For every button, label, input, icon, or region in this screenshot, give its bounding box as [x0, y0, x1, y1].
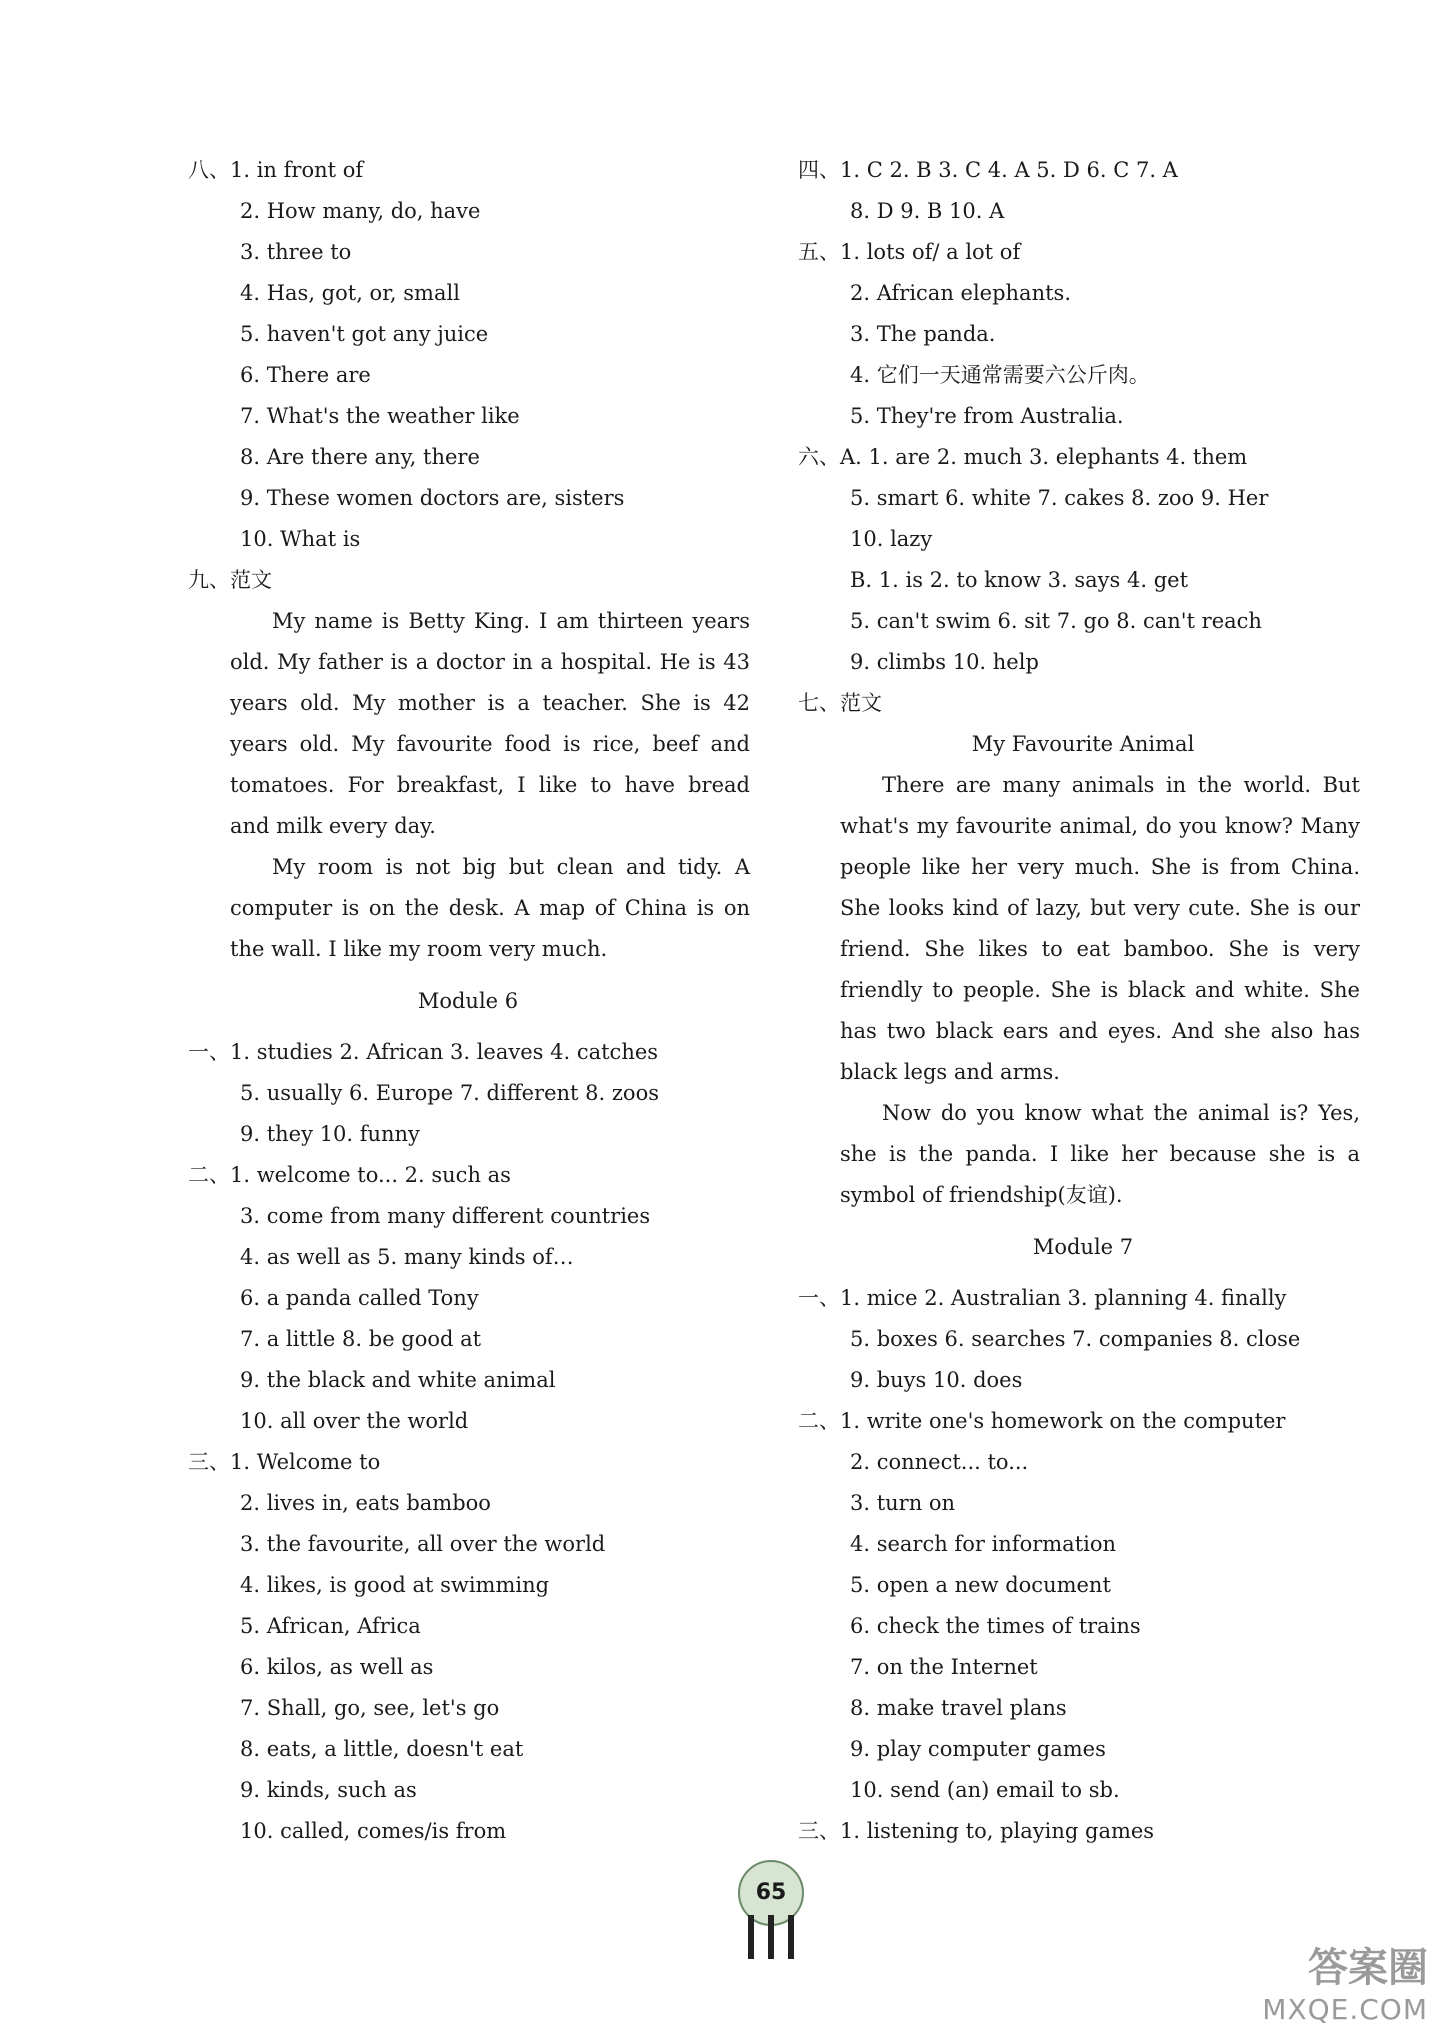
s4-line-2: 8. D 9. B 10. A — [850, 199, 1005, 223]
m7-s2-line-4: 4. search for information — [850, 1532, 1117, 1556]
m6-s3-line-7: 7. Shall, go, see, let's go — [240, 1696, 500, 1720]
m7-s2-line-9: 9. play computer games — [850, 1737, 1106, 1761]
m6-s2-line-4: 6. a panda called Tony — [240, 1286, 479, 1310]
s8-line-3: 3. three to — [240, 240, 352, 264]
left-column — [188, 150, 748, 1852]
m7-s2-line-2: 2. connect... to... — [850, 1450, 1029, 1474]
watermark — [1262, 1936, 1428, 2026]
s8-line-4: 4. Has, got, or, small — [240, 281, 460, 305]
s8-line-2: 2. How many, do, have — [240, 199, 481, 223]
m7-s1-line-2: 5. boxes 6. searches 7. companies 8. close — [850, 1327, 1301, 1351]
s5-line-3: 3. The panda. — [850, 322, 996, 346]
s5-line-5: 5. They're from Australia. — [850, 404, 1124, 428]
m7-s2-line-7: 7. on the Internet — [850, 1655, 1038, 1679]
m7-s1-line-1: 一、1. mice 2. Australian 3. planning 4. finally — [798, 1286, 1287, 1310]
m7-s2-line-5: 5. open a new document — [850, 1573, 1111, 1597]
m6-s2-line-7: 10. all over the world — [240, 1409, 469, 1433]
tree-icon — [788, 1915, 794, 1959]
m6-s3-line-4: 4. likes, is good at swimming — [240, 1573, 550, 1597]
m6-s1-line-2: 5. usually 6. Europe 7. different 8. zoos — [240, 1081, 659, 1105]
m6-s3-line-2: 2. lives in, eats bamboo — [240, 1491, 491, 1515]
s6-line-5: 5. can't swim 6. sit 7. go 8. can't reach — [850, 609, 1262, 633]
s8-line-10: 10. What is — [240, 527, 361, 551]
s6-line-6: 9. climbs 10. help — [850, 650, 1039, 674]
watermark-logo: 答案圈 — [1308, 1945, 1428, 1991]
s7-heading: 七、范文 — [798, 691, 882, 715]
s9-heading: 九、范文 — [188, 568, 272, 592]
m6-s3-line-3: 3. the favourite, all over the world — [240, 1532, 606, 1556]
s8-line-9: 9. These women doctors are, sisters — [240, 486, 625, 510]
tree-icon — [768, 1915, 774, 1959]
m6-s2-line-1: 二、1. welcome to... 2. such as — [188, 1163, 511, 1187]
m7-s2-line-3: 3. turn on — [850, 1491, 956, 1515]
s7-paragraph-1: There are many animals in the world. But what's my favourite animal, do you know? Many people like her very much. She is from China. She looks kind of lazy, but very cute. She is our friend. She likes to eat bamboo. She is very friendly to people. She is black and white. She has two black ears and eyes. And she also has black legs and arms. — [840, 773, 1360, 1084]
watermark-site: MXQE.COM — [1262, 1993, 1428, 2026]
right-column — [798, 150, 1368, 1852]
s9-essay — [188, 601, 750, 970]
m6-s3-line-6: 6. kilos, as well as — [240, 1655, 434, 1679]
s9-paragraph-2: My room is not big but clean and tidy. A computer is on the desk. A map of China is on the wall. I like my room very much. — [230, 855, 750, 961]
s4-line-1: 四、1. C 2. B 3. C 4. A 5. D 6. C 7. A — [798, 158, 1178, 182]
page-number: 65 — [738, 1860, 804, 1926]
m6-s2-line-2: 3. come from many different countries — [240, 1204, 651, 1228]
m6-s2-line-3: 4. as well as 5. many kinds of… — [240, 1245, 574, 1269]
module7-title: Module 7 — [1032, 1235, 1134, 1259]
s6-line-3: 10. lazy — [850, 527, 933, 551]
s7-paragraph-2: Now do you know what the animal is? Yes, she is the panda. I like her because she is a symbol of friendship(友谊). — [840, 1101, 1360, 1207]
s5-line-4: 4. 它们一天通常需要六公斤肉。 — [850, 363, 1150, 387]
m6-s1-line-3: 9. they 10. funny — [240, 1122, 420, 1146]
s6-line-1: 六、A. 1. are 2. much 3. elephants 4. them — [798, 445, 1248, 469]
m6-s1-line-1: 一、1. studies 2. African 3. leaves 4. catches — [188, 1040, 659, 1064]
s6-line-4: B. 1. is 2. to know 3. says 4. get — [850, 568, 1189, 592]
m6-s2-line-6: 9. the black and white animal — [240, 1368, 556, 1392]
m7-s1-line-3: 9. buys 10. does — [850, 1368, 1023, 1392]
m7-s2-line-6: 6. check the times of trains — [850, 1614, 1141, 1638]
s8-line-5: 5. haven't got any juice — [240, 322, 489, 346]
s6-line-2: 5. smart 6. white 7. cakes 8. zoo 9. Her — [850, 486, 1269, 510]
s9-paragraph-1: My name is Betty King. I am thirteen years old. My father is a doctor in a hospital. He is 43 years old. My mother is a teacher. She is 42 years old. My favourite food is rice, beef and tomatoes. For breakfast, I like to have bread and milk every day. — [230, 609, 750, 838]
s8-line-1: 八、1. in front of — [188, 158, 364, 182]
s8-line-7: 7. What's the weather like — [240, 404, 520, 428]
s8-line-8: 8. Are there any, there — [240, 445, 480, 469]
m6-s3-line-5: 5. African, Africa — [240, 1614, 421, 1638]
m6-s3-line-1: 三、1. Welcome to — [188, 1450, 381, 1474]
s8-line-6: 6. There are — [240, 363, 371, 387]
m6-s3-line-9: 9. kinds, such as — [240, 1778, 417, 1802]
tree-icon — [748, 1915, 754, 1959]
m6-s3-line-8: 8. eats, a little, doesn't eat — [240, 1737, 524, 1761]
m7-s2-line-8: 8. make travel plans — [850, 1696, 1067, 1720]
s7-essay — [798, 765, 1360, 1216]
m7-s2-line-1: 二、1. write one's homework on the computer — [798, 1409, 1286, 1433]
m6-s2-line-5: 7. a little 8. be good at — [240, 1327, 482, 1351]
m7-s3-line-1: 三、1. listening to, playing games — [798, 1819, 1155, 1843]
s5-line-1: 五、1. lots of/ a lot of — [798, 240, 1021, 264]
m6-s3-line-10: 10. called, comes/is from — [240, 1819, 507, 1843]
module6-title: Module 6 — [417, 989, 519, 1013]
s5-line-2: 2. African elephants. — [850, 281, 1071, 305]
s7-essay-title: My Favourite Animal — [971, 732, 1195, 756]
m7-s2-line-10: 10. send (an) email to sb. — [850, 1778, 1120, 1802]
